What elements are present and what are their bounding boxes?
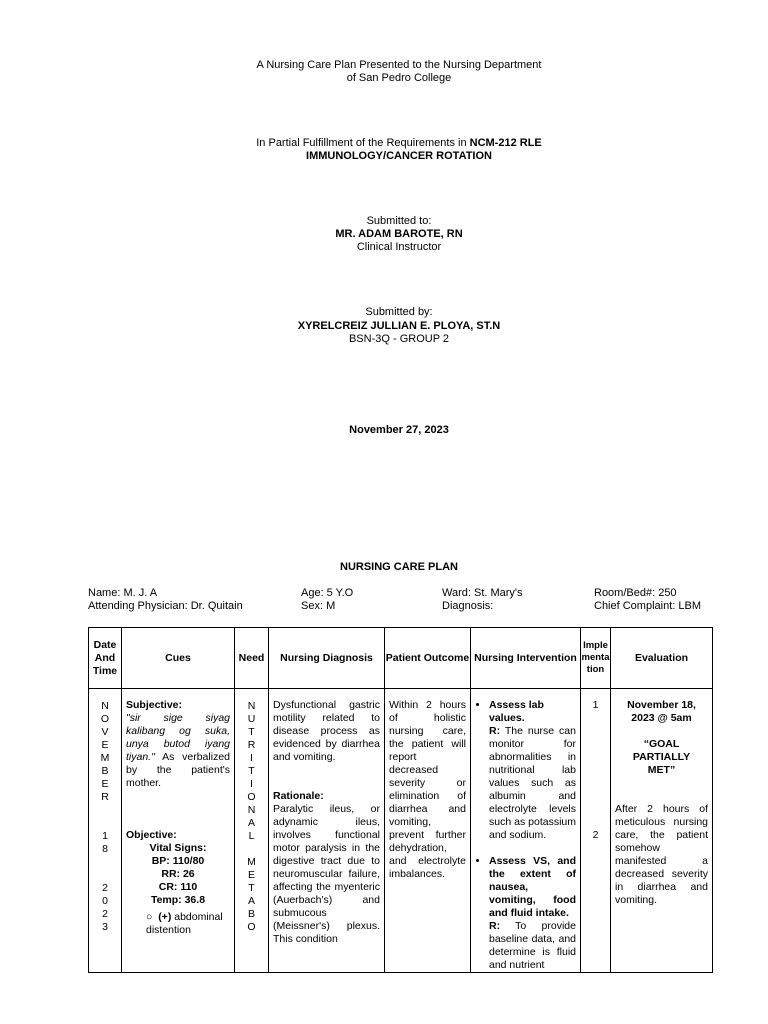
need-letter: T [248,882,255,894]
student-name: XYRELCREIZ JULLIAN E. PLOYA, ST.N [297,320,501,332]
vital-cr: CR: 110 [158,881,198,893]
submission-date: November 27, 2023 [349,424,449,436]
need-letter: N [247,700,256,712]
need-letter: A [247,817,255,829]
need-letter: M [247,856,256,868]
table-row [89,689,713,973]
date-letter: 0 [102,895,108,907]
patient-age: Age: 5 Y.O [301,587,354,599]
need-letter: E [247,869,255,881]
patient-sex: Sex: M [301,600,336,612]
header-diagnosis: Nursing Diagnosis [269,628,385,689]
date-cell [89,689,122,973]
fulfillment-line [0,136,768,150]
need-letter: T [248,765,255,777]
intervention-rationale [489,725,576,842]
need-cell [235,689,269,973]
date-letter: 2 [102,882,108,894]
evaluation-cell [611,689,713,973]
need-letter: U [247,713,256,725]
date-letter [89,869,121,882]
abdominal-cue [126,911,230,937]
verbalized-note: As verbalized by the patient's mother. [126,751,230,789]
date-letter [89,804,121,817]
need-letter: O [247,791,256,803]
cues-cell [122,689,235,973]
section: BSN-3Q - GROUP 2 [348,333,450,345]
date-letter: N [101,700,109,712]
rationale-label: Rationale: [273,790,324,802]
date-letter: M [100,752,110,764]
evaluation-date: November 18, 2023 @ 5am [627,699,696,724]
need-letter: L [248,830,255,842]
patient-ward: Ward: St. Mary's [442,587,523,599]
vital-temp: Temp: 36.8 [150,894,206,906]
date-letter: B [101,765,109,777]
positive-sign: (+) [158,911,172,923]
circle-bullet-icon: ○ [146,911,159,923]
implementation-number: 2 [592,829,599,841]
rationale-r-text: The nurse can monitor for abnormalities in nutritional lab values such as albumin and electrolyte levels such as potassium and sodium. [489,725,576,841]
date-letter: R [101,791,109,803]
intervention-cell [471,689,581,973]
header-line-2: of San Pedro College [346,72,452,84]
date-letter: 3 [102,921,108,933]
date-letter: 8 [102,843,108,855]
date-letter: V [101,726,109,738]
nursing-care-plan-table [88,627,713,973]
header-cues: Cues [122,628,235,689]
evaluation-text: After 2 hours of meticulous nursing care, the patient somehow manifested a decreased severity in diarrhea and vomiting. [615,803,708,906]
rotation-title: IMMUNOLOGY/CANCER ROTATION [306,150,492,162]
date-letter: E [101,739,109,751]
subjective-label: Subjective: [126,699,183,711]
date-letter [89,817,121,830]
fulfillment-prefix: In Partial Fulfillment of the Requirements in [256,137,470,149]
need-letter [235,843,268,856]
patient-name: Name: M. J. A [88,587,158,599]
intervention-rationale [489,920,576,972]
subjective-quote: "sir sige siyag kalibang og suka, unya butod iyang tiyan." [126,712,230,763]
need-letter: T [248,726,255,738]
plan-title: NURSING CARE PLAN [340,561,458,573]
submitted-to-label: Submitted to: [366,215,432,227]
instructor-name: MR. ADAM BAROTE, RN [335,228,463,240]
subjective-cue [126,712,230,790]
attending-physician: Attending Physician: Dr. Quitain [88,600,243,612]
header-evaluation: Evaluation [611,628,713,689]
header-date: Date And Time [89,628,122,689]
implementation-cell [581,689,611,973]
need-letter: O [247,921,256,933]
rationale-r-label: R: [489,725,501,737]
date-letter: 1 [102,830,108,842]
header-line-1: A Nursing Care Plan Presented to the Nursing Department [256,59,542,71]
diagnosis-text: Dysfunctional gastric motility related to disease process as evidenced by diarrhea and vomiting. [273,699,380,763]
date-letter: E [101,778,109,790]
vital-rr: RR: 26 [161,868,195,880]
need-letter: N [247,804,256,816]
need-letter: I [250,778,253,790]
patient-room: Room/Bed#: 250 [594,587,677,599]
need-letter: A [247,895,255,907]
objective-label: Objective: [126,829,177,841]
header-outcome: Patient Outcome [385,628,471,689]
table-header-row [89,628,713,689]
need-letter: B [247,908,255,920]
date-letter: 2 [102,908,108,920]
vital-bp: BP: 110/80 [151,855,205,867]
rationale-text: Paralytic ileus, or adynamic ileus, involves functional motor paralysis in the digestive tract due to neuromuscular failure, affecting the myenteric (Auerbach's) and submucous (Meissner's) plexus. This condition [273,803,380,945]
patient-diagnosis: Diagnosis: [442,600,494,612]
need-letter: I [250,752,253,764]
implementation-number: 1 [592,699,599,711]
abdominal-text: abdominal distention [146,911,223,936]
rationale-r-label: R: [489,920,501,932]
header-intervention: Nursing Intervention [471,628,581,689]
evaluation-status: “GOAL PARTIALLY MET” [632,738,691,776]
intervention-title: • Assess lab values. [489,699,544,724]
course-code: NCM-212 RLE [469,137,542,149]
rationale-r-text: To provide baseline data, and determine is fluid and nutrient [489,920,576,971]
vital-signs-label: Vital Signs: [149,842,207,854]
chief-complaint: Chief Complaint: LBM [594,600,701,612]
header-implementation: Implementation [581,628,611,689]
need-letter: R [247,739,256,751]
diagnosis-cell [269,689,385,973]
date-letter [89,856,121,869]
header-need: Need [235,628,269,689]
instructor-title: Clinical Instructor [356,241,442,253]
intervention-title: • Assess VS, and the extent of nausea, vomiting, food and fluid intake. [489,855,576,919]
intervention-list [473,699,576,972]
submitted-by-label: Submitted by: [365,306,433,318]
date-letter: O [100,713,110,725]
intervention-item [489,699,576,842]
intervention-item [489,855,576,972]
outcome-cell: Within 2 hours of holistic nursing care, the patient will report decreased severity or elimination of diarrhea and vomiting, prevent further dehydration, and electrolyte imbalances. [385,689,471,973]
